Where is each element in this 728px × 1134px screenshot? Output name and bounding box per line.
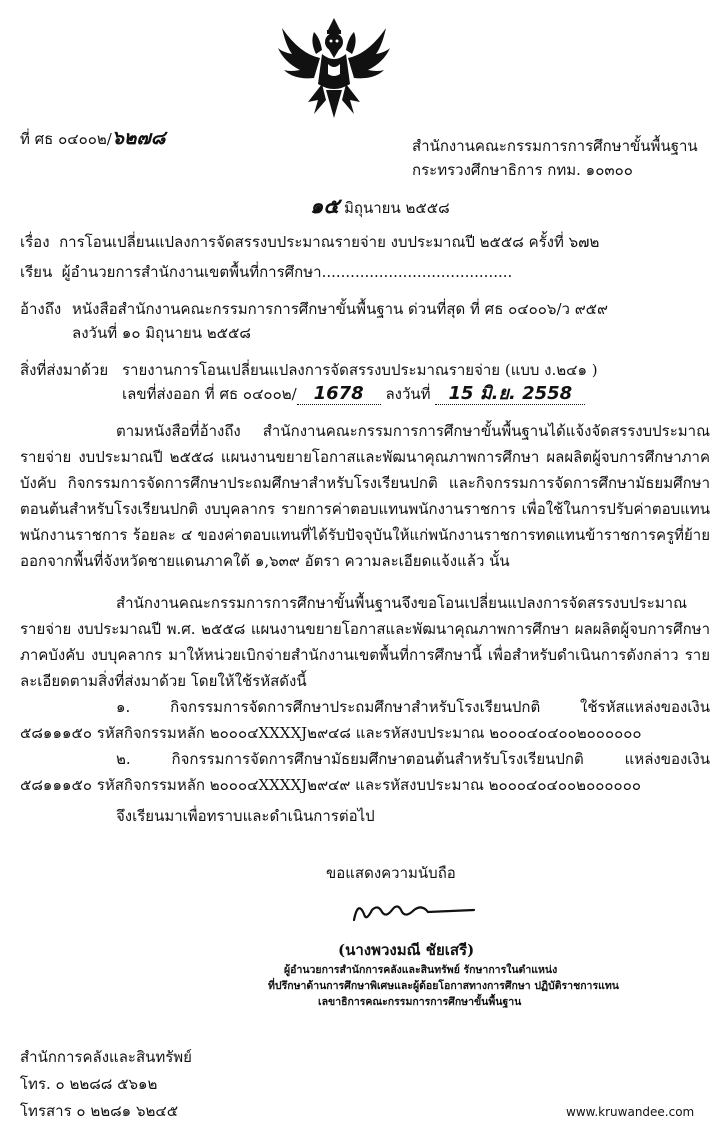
- attachment-label: สิ่งที่ส่งมาด้วย: [20, 361, 109, 379]
- reference-line2: ลงวันที่ ๑๐ มิถุนายน ๒๕๕๘: [72, 324, 251, 342]
- recipient-line: [20, 262, 512, 282]
- subject-line: [20, 232, 599, 252]
- letter-date-handwritten-day: ๑๕: [310, 194, 340, 218]
- letter-date: [310, 196, 450, 218]
- regards-line: ขอแสดงความนับถือ: [326, 864, 456, 882]
- reference-number: [20, 128, 165, 149]
- footer-telephone: โทร. ๐ ๒๒๘๘ ๕๖๑๒: [20, 1075, 158, 1093]
- closing-line: จึงเรียนมาเพื่อทราบและดำเนินการต่อไป: [116, 807, 375, 825]
- reference-number-handwritten: ๖๒๗๘: [111, 127, 166, 149]
- handwritten-signature: [340, 898, 480, 928]
- issuing-office-address: กระทรวงศึกษาธิการ กทม. ๑๐๓๐๐: [412, 161, 633, 179]
- body-paragraph-1-text: ตามหนังสือที่อ้างถึง สำนักงานคณะกรรมการการศึกษาขั้นพื้นฐานได้แจ้งจัดสรรงบประมาณรายจ่าย งบประมาณปี ๒๕๕๘ แผนงานขยายโอกาสและพัฒนาคุณภาพการศึกษา ผลผลิตผู้จบการศึกษาภาคบังคับ กิจกรรมการจัดการศึกษาประถมศึกษาสำหรับโรงเรียนปกติ และกิจกรรมการจัดการศึกษามัธยมศึกษาตอนต้นสำหรับโรงเรียนปกติ งบบุคลากร รายการค่าตอบแทนพนักงานราชการ เพื่อใช้ในการปรับค่าตอบแทนพนักงานราชการ ร้อยละ ๔ ของค่าตอบแทนที่ได้รับปัจจุบันให้แก่พนักงานราชการทดแทนข้าราชการครูที่ย้ายออกจากพื้นที่จังหวัดชายแดนภาคใต้ ๑,๖๓๙ อัตรา ความละเอียดแจ้งแล้ว นั้น: [20, 422, 710, 570]
- body-item-1-text: ๑. กิจกรรมการจัดการศึกษาประถมศึกษาสำหรับโรงเรียนปกติ ใช้รหัสแหล่งของเงิน ๕๘๑๑๑๕๐ รหัสกิจกรรมหลัก ๒๐๐๐๔XXXXJ๒๙๔๘ และรหัสงบประมาณ ๒๐๐๐๔๐๔๐๐๒๐๐๐๐๐๐: [20, 698, 710, 742]
- attachment-line1: รายงานการโอนเปลี่ยนแปลงการจัดสรรงบประมาณรายจ่าย (แบบ ง.๒๔๑ ): [122, 361, 598, 379]
- body-paragraph-1: [20, 418, 710, 574]
- body-paragraph-2: [20, 590, 710, 694]
- attachment-sent-date: 15 มิ.ย. 2558: [435, 384, 585, 405]
- attachment-sent-label: เลขที่ส่งออก ที่ ศธ ๐๔๐๐๒/: [122, 385, 297, 403]
- attachment-date-label: ลงวันที่: [385, 385, 431, 403]
- issuing-office: สำนักงานคณะกรรมการการศึกษาขั้นพื้นฐาน: [412, 137, 698, 155]
- footer-department: สำนักการคลังและสินทรัพย์: [20, 1048, 192, 1066]
- signatory-title-1: ผู้อำนวยการสำนักการคลังและสินทรัพย์ รักษาการในตำแหน่ง: [284, 964, 558, 976]
- signatory-title-3: เลขาธิการคณะกรรมการการศึกษาขั้นพื้นฐาน: [318, 996, 522, 1008]
- signatory-name: (นางพวงมณี ชัยเสรี): [338, 941, 475, 959]
- attachment-sent-line: [122, 384, 585, 405]
- body-item-2-text: ๒. กิจกรรมการจัดการศึกษามัธยมศึกษาตอนต้นสำหรับโรงเรียนปกติ แหล่งของเงิน ๕๘๑๑๑๕๐ รหัสกิจกรรมหลัก ๒๐๐๐๔XXXXJ๒๙๔๙ และรหัสงบประมาณ ๒๐๐๐๔๐๔๐๐๒๐๐๐๐๐๐: [20, 750, 710, 794]
- subject-text: การโอนเปลี่ยนแปลงการจัดสรรงบประมาณรายจ่าย งบประมาณปี ๒๕๕๘ ครั้งที่ ๖๗๒: [59, 233, 600, 251]
- attachment-sent-number: 1678: [297, 384, 381, 405]
- footer-fax: โทรสาร ๐ ๒๒๘๑ ๖๒๔๕: [20, 1102, 179, 1120]
- letter-date-month-year: มิถุนายน ๒๕๕๘: [344, 199, 450, 217]
- reference-label: อ้างถึง: [20, 300, 62, 318]
- reference-line1: หนังสือสำนักงานคณะกรรมการการศึกษาขั้นพื้นฐาน ด่วนที่สุด ที่ ศธ ๐๔๐๐๖/ว ๙๕๙: [72, 300, 609, 318]
- recipient-label: เรียน: [20, 263, 53, 281]
- signatory-title-2: ที่ปรึกษาด้านการศึกษาพิเศษและผู้ด้อยโอกาสทางการศึกษา ปฏิบัติราชการแทน: [268, 980, 619, 992]
- garuda-emblem-icon: [272, 14, 396, 120]
- body-paragraph-2-text: สำนักงานคณะกรรมการการศึกษาขั้นพื้นฐานจึงขอโอนเปลี่ยนแปลงการจัดสรรงบประมาณรายจ่าย งบประมาณปี พ.ศ. ๒๕๕๘ แผนงานขยายโอกาสและพัฒนาคุณภาพการศึกษา ผลผลิตผู้จบการศึกษาภาคบังคับ งบบุคลากร มาให้หน่วยเบิกจ่ายสำนักงานเขตพื้นที่การศึกษานี้ เพื่อสำหรับดำเนินการดังกล่าว รายละเอียดตามสิ่งที่ส่งมาด้วย โดยให้ใช้รหัสดังนี้: [20, 594, 710, 690]
- reference-number-prefix: ที่ ศธ ๐๔๐๐๒/: [20, 130, 112, 148]
- subject-label: เรื่อง: [20, 233, 50, 251]
- recipient-text: ผู้อำนวยการสำนักงานเขตพื้นที่การศึกษา........................................: [61, 263, 513, 281]
- body-item-1: [20, 694, 710, 746]
- footer-website: www.kruwandee.com: [566, 1105, 695, 1119]
- body-item-2: [20, 746, 710, 798]
